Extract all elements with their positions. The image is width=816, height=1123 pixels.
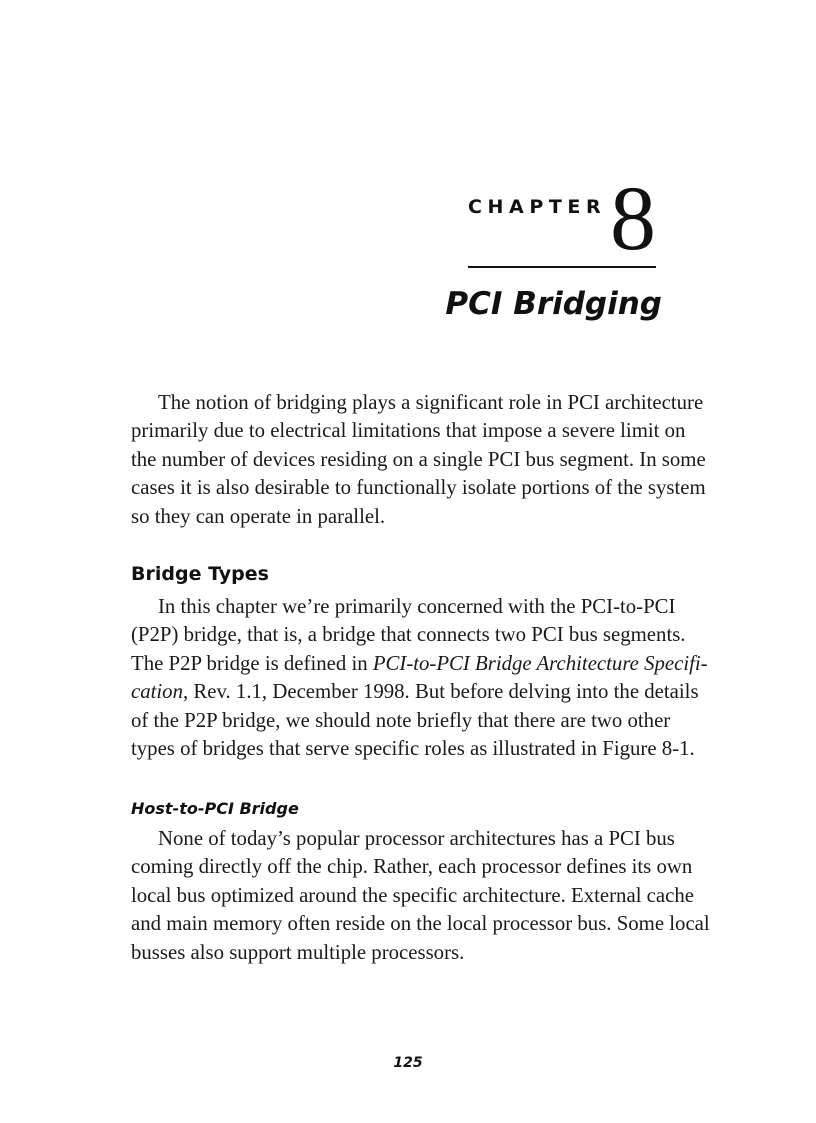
chapter-title: PCI Bridging	[445, 286, 662, 322]
text-segment: The P2P bridge is defined in	[131, 651, 373, 675]
paragraph-line: and main memory often reside on the local processor bus. Some local	[131, 912, 710, 936]
chapter-rule	[468, 266, 656, 268]
paragraph-line: coming directly off the chip. Rather, each processor defines its own	[131, 855, 693, 879]
chapter-label: CHAPTER	[468, 196, 607, 218]
spec-title-italic-cont: cation	[131, 680, 183, 704]
page-number: 125	[393, 1055, 423, 1071]
paragraph-line: of the P2P bridge, we should note briefly that there are two other	[131, 708, 671, 732]
chapter-number: 8	[610, 167, 656, 269]
paragraph-line: types of bridges that serve specific roles as illustrated in Figure 8-1.	[131, 737, 695, 761]
paragraph-line: busses also support multiple processors.	[131, 940, 465, 964]
intro-line: primarily due to electrical limitations that impose a severe limit on	[131, 419, 686, 443]
section-heading-host-to-pci: Host-to-PCI Bridge	[131, 799, 299, 818]
intro-line: the number of devices residing on a single PCI bus segment. In some	[131, 447, 706, 471]
paragraph-line: local bus optimized around the specific architecture. External cache	[131, 883, 694, 907]
intro-paragraph	[131, 389, 706, 531]
paragraph-line	[131, 678, 699, 706]
section-heading-bridge-types: Bridge Types	[131, 563, 269, 585]
host-to-pci-paragraph	[131, 825, 710, 967]
paragraph-line	[131, 650, 708, 678]
paragraph-line: (P2P) bridge, that is, a bridge that connects two PCI bus segments.	[131, 623, 686, 647]
paragraph-line: In this chapter we’re primarily concerned with the PCI-to-PCI	[158, 595, 676, 618]
intro-line: cases it is also desirable to functionally isolate portions of the system	[131, 476, 706, 500]
spec-title-italic: PCI-to-PCI Bridge Architecture Specifi-	[372, 651, 708, 675]
intro-line: The notion of bridging plays a significant role in PCI architecture	[158, 391, 704, 414]
paragraph-line: None of today’s popular processor architectures has a PCI bus	[158, 827, 675, 850]
chapter-header	[468, 167, 658, 270]
intro-line: so they can operate in parallel.	[131, 504, 386, 528]
bridge-types-paragraph	[131, 593, 708, 763]
text-segment: , Rev. 1.1, December 1998. But before delving into the details	[182, 680, 699, 704]
